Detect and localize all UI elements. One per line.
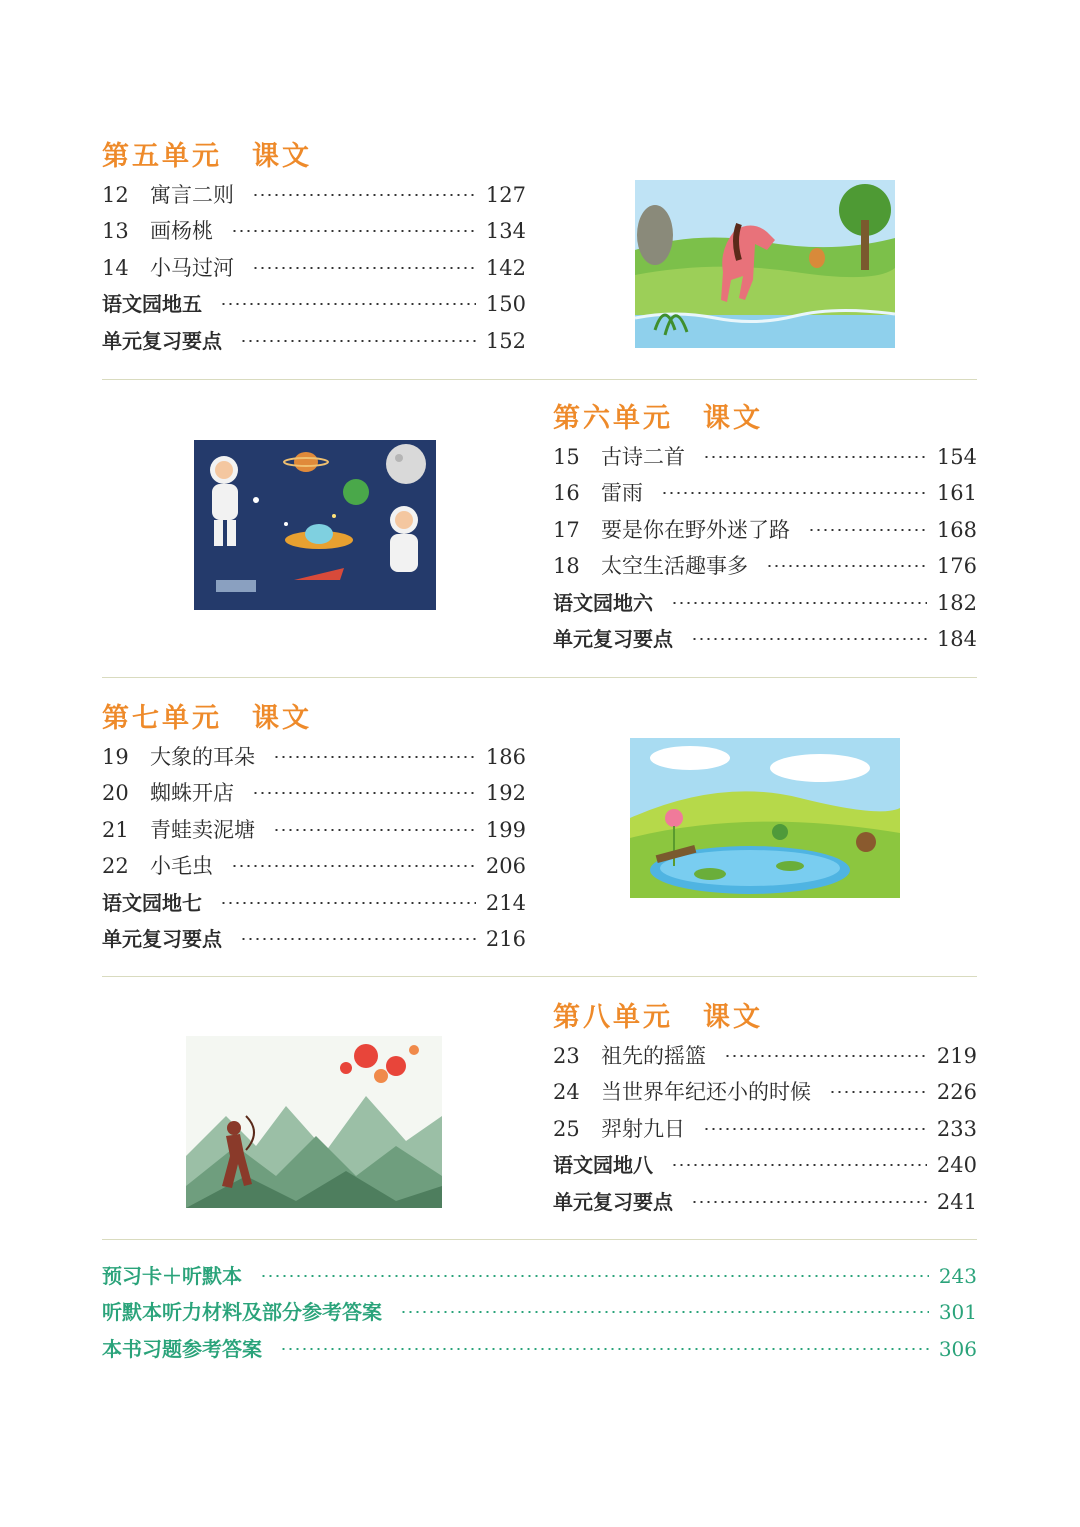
horse-river-illustration (635, 180, 895, 348)
toc-entry[interactable]: 单元复习要点 241 (553, 1189, 977, 1214)
astronauts-space-illustration (194, 440, 436, 610)
toc-entry[interactable]: 16 雷雨 161 (553, 481, 977, 506)
dot-leader (829, 1091, 927, 1093)
dot-leader (273, 829, 476, 831)
frog-pond-illustration (630, 738, 900, 898)
dot-leader (703, 456, 927, 458)
unit-title: 第五单元 课文 (102, 141, 312, 172)
unit-8 (553, 998, 977, 1220)
dot-leader (703, 1128, 927, 1130)
dot-leader (252, 267, 476, 269)
toc-entry[interactable]: 22 小毛虫 206 (102, 854, 526, 879)
dot-leader (240, 938, 476, 940)
dot-leader (400, 1311, 929, 1313)
unit-title: 第七单元 课文 (102, 703, 312, 734)
toc-entry[interactable]: 13 画杨桃 134 (102, 219, 526, 244)
toc-entry[interactable]: 20 蜘蛛开店 192 (102, 781, 526, 806)
dot-leader (252, 792, 476, 794)
toc-entry[interactable]: 25 羿射九日 233 (553, 1116, 977, 1141)
unit-title: 第八单元 课文 (553, 1002, 763, 1033)
archer-mountains-illustration (186, 1036, 442, 1208)
dot-leader (220, 303, 476, 305)
toc-entry[interactable]: 18 太空生活趣事多 176 (553, 554, 977, 579)
toc-entry[interactable]: 单元复习要点 152 (102, 328, 526, 353)
toc-entry[interactable]: 17 要是你在野外迷了路 168 (553, 517, 977, 542)
toc-entry[interactable]: 23 祖先的摇篮 219 (553, 1044, 977, 1068)
toc-entry[interactable]: 听默本听力材料及部分参考答案 301 (102, 1300, 977, 1325)
dot-leader (231, 865, 476, 867)
toc-entry[interactable]: 12 寓言二则 127 (102, 183, 526, 207)
toc-entry[interactable]: 语文园地五 150 (102, 292, 526, 317)
toc-entry[interactable]: 21 青蛙卖泥塘 199 (102, 817, 526, 842)
toc-entry[interactable]: 语文园地八 240 (553, 1153, 977, 1178)
toc-entry[interactable]: 24 当世界年纪还小的时候 226 (553, 1080, 977, 1105)
dot-leader (220, 902, 476, 904)
dot-leader (231, 230, 476, 232)
toc-entry[interactable]: 单元复习要点 216 (102, 926, 526, 951)
dot-leader (691, 1201, 927, 1203)
unit-5 (102, 137, 526, 359)
dot-leader (273, 756, 476, 758)
section-divider (102, 976, 977, 977)
dot-leader (661, 492, 927, 494)
dot-leader (808, 529, 927, 531)
toc-entry[interactable]: 语文园地七 214 (102, 890, 526, 915)
unit-7 (102, 699, 526, 957)
toc-entry[interactable]: 单元复习要点 184 (553, 626, 977, 651)
toc-entry[interactable]: 15 古诗二首 154 (553, 445, 977, 469)
section-divider (102, 1239, 977, 1240)
section-divider (102, 379, 977, 380)
toc-entry[interactable]: 语文园地六 182 (553, 590, 977, 615)
unit-title: 第六单元 课文 (553, 403, 763, 434)
dot-leader (691, 638, 927, 640)
toc-entry[interactable]: 本书习题参考答案 306 (102, 1336, 977, 1361)
toc-entry[interactable]: 预习卡＋听默本 243 (102, 1264, 977, 1288)
dot-leader (766, 565, 927, 567)
dot-leader (280, 1348, 929, 1350)
dot-leader (240, 340, 476, 342)
dot-leader (260, 1275, 929, 1277)
section-divider (102, 677, 977, 678)
dot-leader (671, 602, 927, 604)
dot-leader (724, 1055, 927, 1057)
dot-leader (671, 1164, 927, 1166)
dot-leader (252, 194, 476, 196)
toc-entry[interactable]: 19 大象的耳朵 186 (102, 745, 526, 769)
toc-entry[interactable]: 14 小马过河 142 (102, 255, 526, 280)
unit-6 (553, 399, 977, 657)
appendix (102, 1258, 977, 1367)
